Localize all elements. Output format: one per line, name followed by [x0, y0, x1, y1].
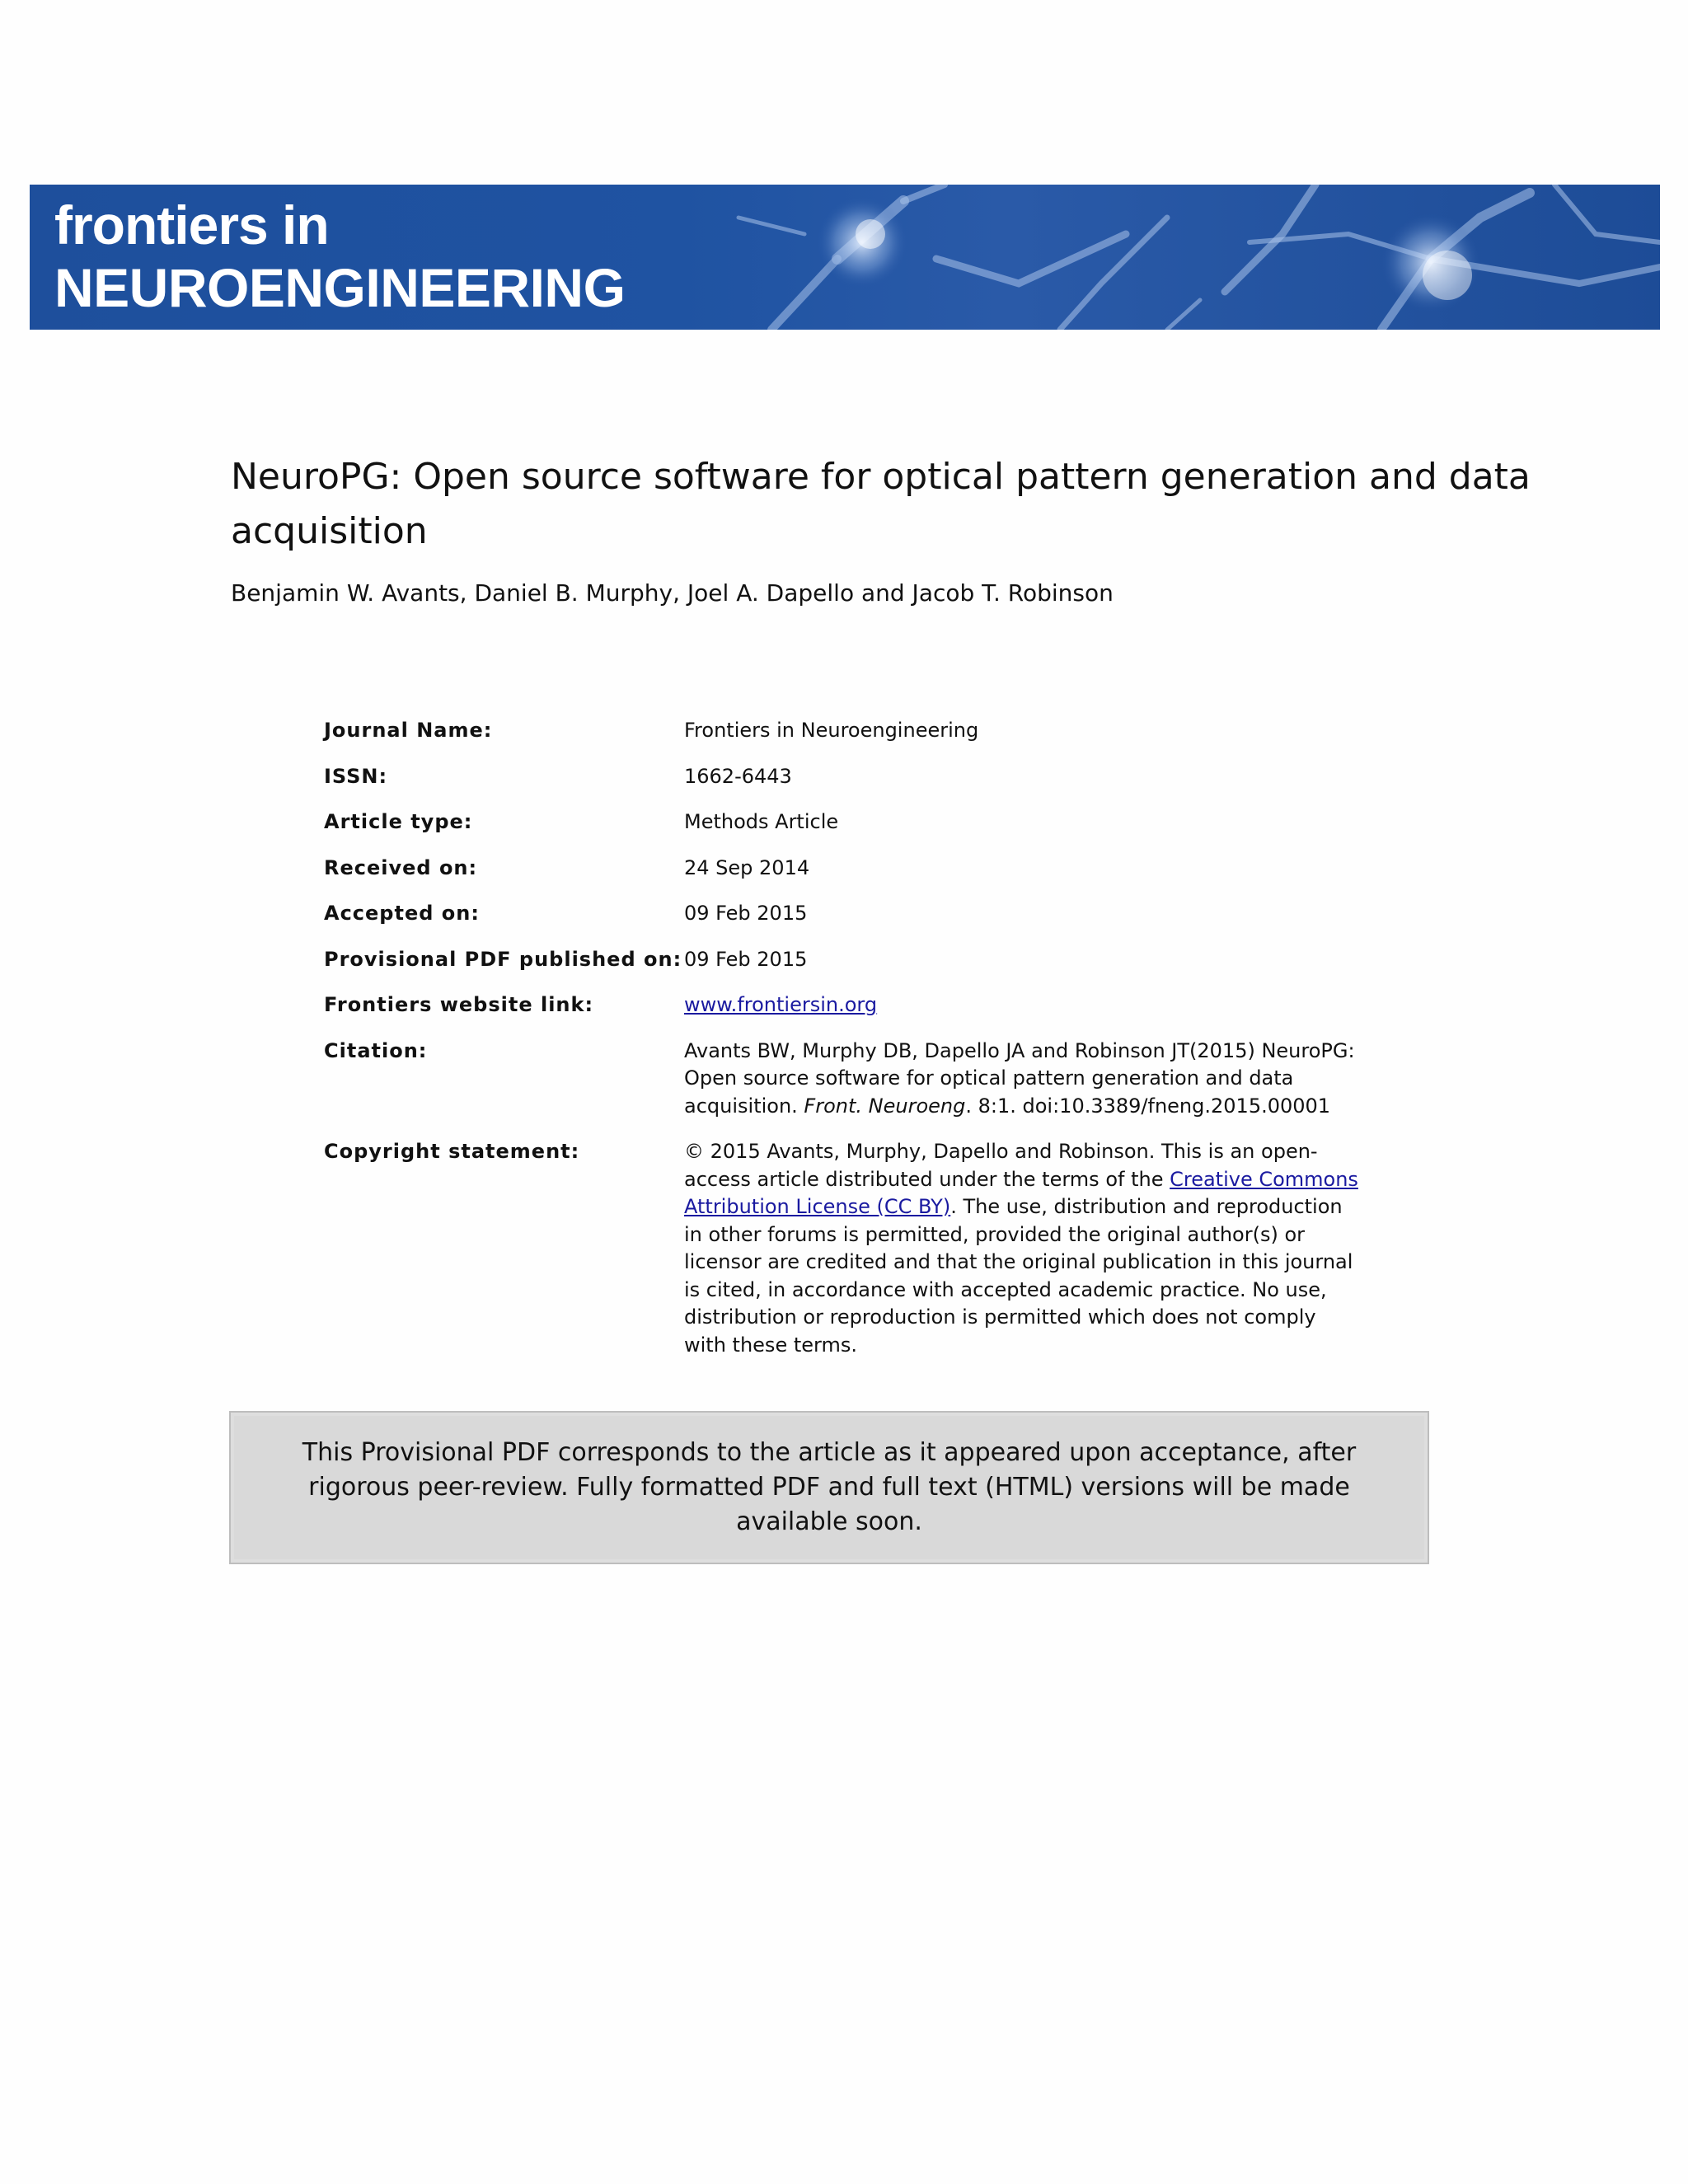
meta-row-article-type: [324, 808, 1379, 837]
citation-journal-abbrev: Front. Neuroeng: [804, 1094, 966, 1118]
provisional-value: 09 Feb 2015: [684, 947, 808, 971]
provisional-label: Provisional PDF published on:: [324, 947, 682, 971]
article-type-value: Methods Article: [684, 810, 839, 833]
provisional-notice-box: [229, 1411, 1429, 1564]
website-link[interactable]: www.frontiersin.org: [684, 993, 878, 1016]
article-type-label: Article type:: [324, 810, 473, 833]
meta-row-issn: [324, 763, 1379, 791]
license-link[interactable]: Creative Commons Attribution License (CC BY): [684, 1167, 1358, 1218]
article-metadata: [324, 717, 1379, 1377]
received-label: Received on:: [324, 855, 478, 879]
accepted-label: Accepted on:: [324, 902, 480, 925]
article-authors: Benjamin W. Avants, Daniel B. Murphy, Joel A. Dapello and Jacob T. Robinson: [231, 579, 1114, 607]
banner-title-line1: frontiers in: [54, 194, 329, 255]
copyright-text-pre: © 2015 Avants, Murphy, Dapello and Robinson. This is an open-access article distributed under the terms of the: [684, 1140, 1318, 1191]
journal-name-label: Journal Name:: [324, 719, 493, 742]
meta-row-received: [324, 855, 1379, 883]
received-value: 24 Sep 2014: [684, 855, 810, 879]
issn-value: 1662-6443: [684, 764, 792, 788]
citation-label: Citation:: [324, 1038, 428, 1062]
article-title: NeuroPG: Open source software for optical pattern generation and data acquisition: [231, 456, 1531, 552]
provisional-notice-text: This Provisional PDF corresponds to the article as it appeared upon acceptance, after rigorous peer-review. Fully formatted PDF and full text (HTML) versions will be made available soon.: [302, 1438, 1357, 1536]
copyright-value: [684, 1138, 1360, 1359]
meta-row-journal: [324, 717, 1379, 745]
citation-text-pre: Avants BW, Murphy DB, Dapello JA and Robinson JT(2015) NeuroPG: Open source software for optical pattern generation and data acquisition.: [684, 1038, 1355, 1118]
website-value: [684, 991, 1360, 1019]
issn-label: ISSN:: [324, 764, 388, 788]
meta-row-copyright: [324, 1138, 1379, 1359]
journal-name-value: Frontiers in Neuroengineering: [684, 719, 979, 742]
copyright-text-post: . The use, distribution and reproduction in other forums is permitted, provided the original author(s) or licensor are credited and that the original publication in this journal is cited, in accordance with accepted academic practice. No use, distribution or reproduction is permitted which does not comply with these terms.: [684, 1195, 1353, 1357]
meta-row-website: [324, 991, 1379, 1019]
copyright-label: Copyright statement:: [324, 1140, 580, 1163]
citation-text-post: . 8:1. doi:10.3389/fneng.2015.00001: [965, 1094, 1331, 1118]
journal-banner: [30, 185, 1660, 330]
meta-row-citation: [324, 1038, 1379, 1121]
citation-value: [684, 1038, 1360, 1121]
website-label: Frontiers website link:: [324, 993, 594, 1016]
meta-row-provisional: [324, 946, 1379, 974]
banner-title-line2: NEUROENGINEERING: [54, 257, 626, 318]
meta-row-accepted: [324, 900, 1379, 928]
accepted-value: 09 Feb 2015: [684, 902, 808, 925]
